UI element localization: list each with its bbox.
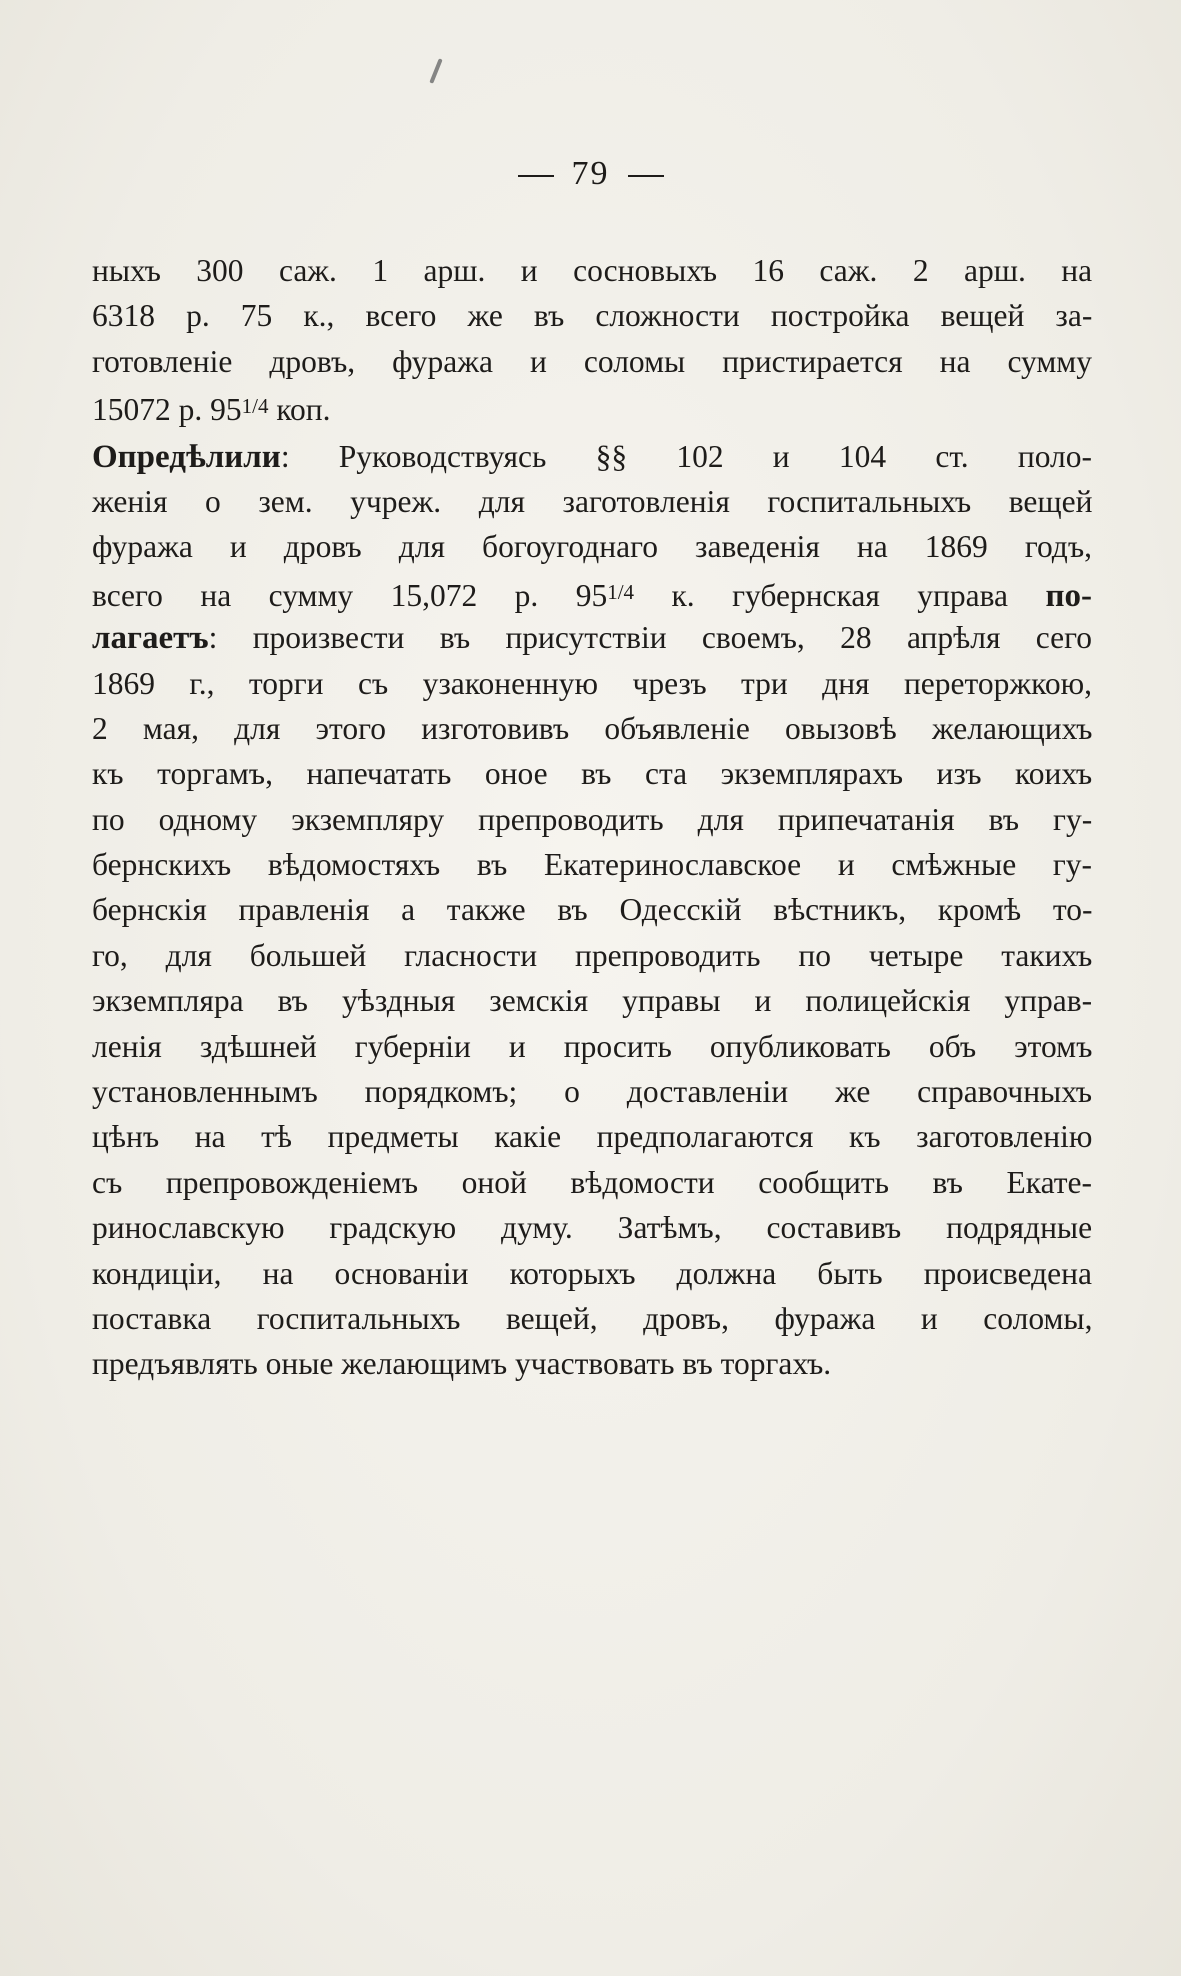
text-line: 6318 р. 75 к., всего же въ сложности постройка вещей за-	[92, 298, 1093, 334]
bold-fragment: лагаетъ	[92, 620, 209, 657]
text-line: по одному экземпляру препроводить для припечатанія въ гу-	[92, 801, 1093, 837]
bold-fragment: по-	[1045, 577, 1092, 614]
text-line	[92, 384, 1092, 429]
text-line: готовленіе дровъ, фуража и соломы пристирается на сумму	[92, 343, 1092, 379]
text-line: предъявлять оные желающимъ участвовать въ торгахъ.	[92, 1346, 832, 1382]
text-fragment: : произвести въ присутствіи своемъ, 28 апрѣля сего	[208, 620, 1092, 656]
text-line	[92, 434, 1092, 479]
text-line: экземпляра въ уѣздныя земскія управы и полицейскія управ-	[92, 983, 1093, 1019]
text-line: бернскія правленія а также въ Одесскій вѣстникъ, кромѣ то-	[92, 892, 1093, 928]
text-line: съ препровожденіемъ оной вѣдомости сообщить въ Екате-	[92, 1164, 1092, 1200]
pencil-mark	[429, 58, 442, 84]
text-line: поставка госпитальныхъ вещей, дровъ, фуража и соломы,	[92, 1300, 1093, 1336]
text-line: ныхъ 300 саж. 1 арш. и сосновыхъ 16 саж. 2 арш. на	[92, 253, 1093, 288]
text-line: установленнымъ порядкомъ; о доставленіи же справочныхъ	[92, 1074, 1093, 1110]
unit-text: коп.	[268, 392, 331, 428]
text-line: фуража и дровъ для богоугоднаго заведенія на 1869 годъ,	[92, 529, 1092, 565]
text-line	[92, 615, 1092, 660]
text-line: ленія здѣшней губерніи и просить опубликовать объ этомъ	[92, 1028, 1093, 1064]
text-line	[92, 570, 1092, 615]
text-line: къ торгамъ, напечатать оное въ ста экземплярахъ изъ коихъ	[92, 756, 1093, 792]
text-line: 2 мая, для этого изготовивъ объявленіе овызовѣ желающихъ	[92, 710, 1093, 746]
text-line: цѣнъ на тѣ предметы какіе предполагаются къ заготовленію	[92, 1119, 1093, 1155]
text-line: бернскихъ вѣдомостяхъ въ Екатеринославское и смѣжные гу-	[92, 847, 1093, 883]
page-number-header	[0, 155, 1181, 193]
header-dash-right	[628, 175, 664, 177]
header-dash-left	[518, 175, 554, 177]
text-line: женія о зем. учреж. для заготовленія госпитальныхъ вещей	[92, 483, 1093, 519]
text-fragment: всего на сумму 15,072 р. 95	[92, 577, 608, 613]
body-text	[92, 248, 1092, 1387]
text-fragment: : Руководствуясь §§ 102 и 104 ст. поло-	[280, 438, 1092, 474]
amount-text: 15072 р. 95	[92, 392, 242, 428]
resolution-heading: Опредѣлили	[92, 438, 281, 475]
text-line: го, для большей гласности препроводить по четыре такихъ	[92, 937, 1093, 973]
text-line: кондиціи, на основаніи которыхъ должна быть происведена	[92, 1255, 1092, 1291]
text-fragment: к. губернская управа	[634, 577, 1046, 613]
text-line: 1869 г., торги съ узаконенную чрезъ три дня переторжкою,	[92, 665, 1092, 701]
fraction: 1/4	[241, 394, 269, 419]
page-number: 79	[571, 155, 610, 192]
text-line: ринославскую градскую думу. Затѣмъ, составивъ подрядные	[92, 1210, 1093, 1246]
fraction: 1/4	[607, 579, 635, 604]
